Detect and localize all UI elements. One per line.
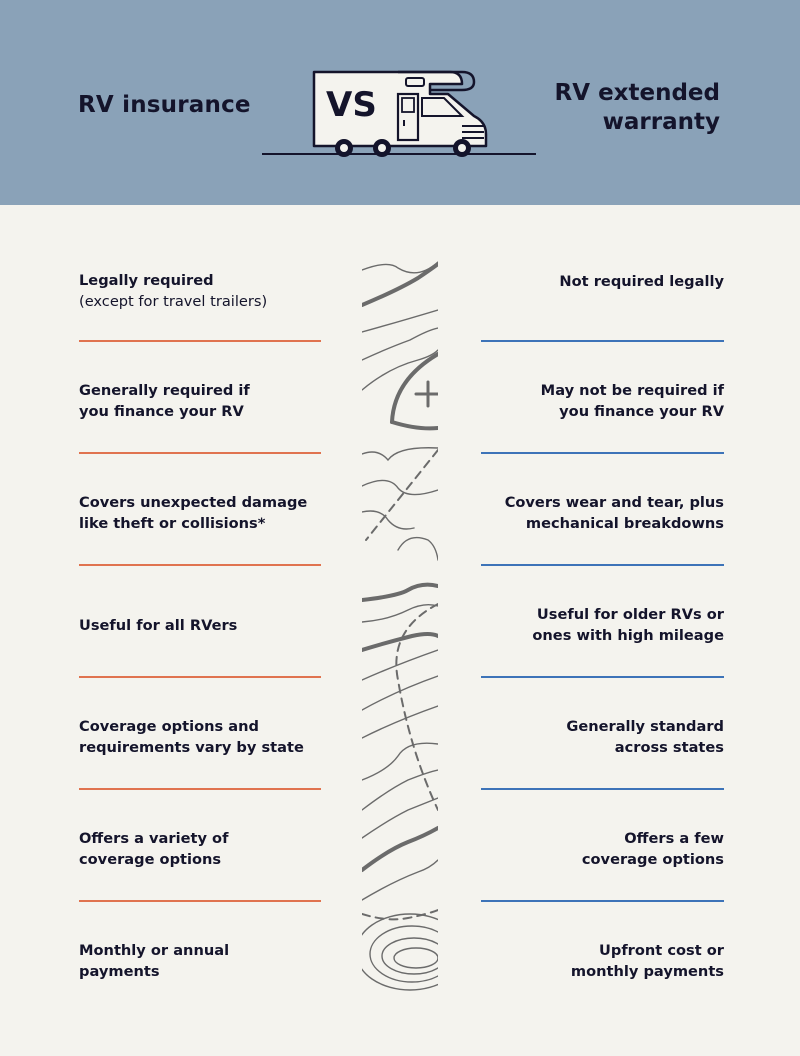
topographic-map-illustration xyxy=(358,250,442,1010)
right-row-4-text: Useful for older RVs or ones with high mileage xyxy=(532,606,724,644)
right-row-6 xyxy=(481,810,724,888)
right-row-2-text: May not be required if you finance your RV xyxy=(540,382,724,420)
left-row-5 xyxy=(79,698,321,776)
right-divider xyxy=(481,788,724,790)
right-title-text: RV extended warranty xyxy=(554,80,720,135)
right-row-4 xyxy=(481,586,724,664)
right-row-5-text: Generally standard across states xyxy=(566,718,724,756)
left-divider xyxy=(79,452,321,454)
right-row-6-text: Offers a few coverage options xyxy=(581,830,724,868)
right-row-2 xyxy=(481,362,724,440)
right-divider xyxy=(481,676,724,678)
right-row-7 xyxy=(481,922,724,1000)
left-row-6 xyxy=(79,810,321,888)
right-row-3-text: Covers wear and tear, plus mechanical breakdowns xyxy=(504,494,724,532)
left-divider xyxy=(79,900,321,902)
rv-extended-warranty-title xyxy=(500,79,720,137)
header-banner xyxy=(0,0,800,205)
right-row-7-text: Upfront cost or monthly payments xyxy=(570,942,724,980)
right-divider xyxy=(481,452,724,454)
rv-insurance-title: RV insurance xyxy=(78,92,251,118)
left-divider xyxy=(79,676,321,678)
left-row-4 xyxy=(79,586,321,664)
left-divider xyxy=(79,340,321,342)
left-row-1 xyxy=(79,255,321,327)
left-divider xyxy=(79,788,321,790)
left-row-2-text: Generally required if you finance your RV xyxy=(79,382,250,420)
right-divider xyxy=(481,900,724,902)
left-divider xyxy=(79,564,321,566)
right-row-1 xyxy=(481,255,724,307)
left-row-6-text: Offers a variety of coverage options xyxy=(79,830,229,868)
left-row-2 xyxy=(79,362,321,440)
left-row-7 xyxy=(79,922,321,1000)
vs-label: VS xyxy=(326,85,377,125)
right-divider xyxy=(481,564,724,566)
left-row-3 xyxy=(79,474,321,552)
right-row-1-text: Not required legally xyxy=(559,272,724,290)
left-row-7-text: Monthly or annual payments xyxy=(79,942,230,980)
rv-vs-illustration xyxy=(262,66,536,158)
left-row-5-text: Coverage options and requirements vary by state xyxy=(79,718,304,756)
right-row-5 xyxy=(481,698,724,776)
right-divider xyxy=(481,340,724,342)
left-row-1-text: Legally required xyxy=(79,272,214,289)
left-row-1-subtext: (except for travel trailers) xyxy=(79,293,268,310)
right-row-3 xyxy=(481,474,724,552)
left-row-3-text: Covers unexpected damage like theft or collisions* xyxy=(79,494,308,532)
left-row-4-text: Useful for all RVers xyxy=(79,616,238,634)
